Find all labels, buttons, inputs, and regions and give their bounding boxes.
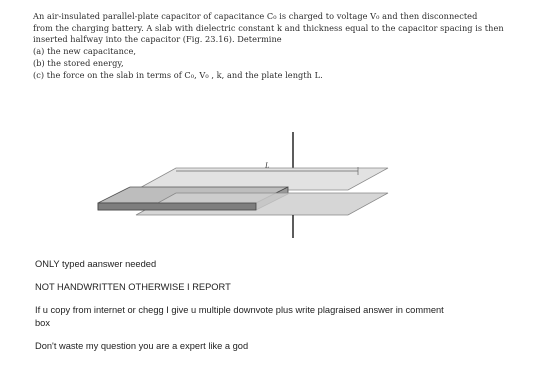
note-line: ONLY typed aanswer needed: [35, 259, 157, 269]
problem-line: from the charging battery. A slab with dielectric constant k and thickness equal to the capacitor spacing is then: [33, 22, 504, 33]
problem-statement: [33, 11, 533, 81]
dielectric-slab-front-overlay: [98, 203, 256, 210]
note-line: NOT HANDWRITTEN OTHERWISE I REPORT: [35, 282, 231, 292]
problem-line: (c) the force on the slab in terms of C₀, V₀ , k, and the plate length L.: [33, 69, 323, 80]
capacitor-figure: [90, 130, 410, 240]
length-label: L: [265, 161, 270, 170]
note-line: box: [35, 318, 50, 328]
problem-line: inserted halfway into the capacitor (Fig. 23.16). Determine: [33, 34, 282, 45]
user-notes: [35, 258, 545, 353]
problem-line: (b) the stored energy,: [33, 57, 124, 68]
note-line: If u copy from internet or chegg I give u multiple downvote plus write plagraised answer in comment: [35, 305, 444, 315]
note-line: Don't waste my question you are a expert like a god: [35, 341, 249, 351]
problem-line: (a) the new capacitance,: [33, 46, 137, 57]
problem-line: An air-insulated parallel-plate capacitor of capacitance C₀ is charged to voltage V₀ and then disconnected: [33, 11, 478, 21]
